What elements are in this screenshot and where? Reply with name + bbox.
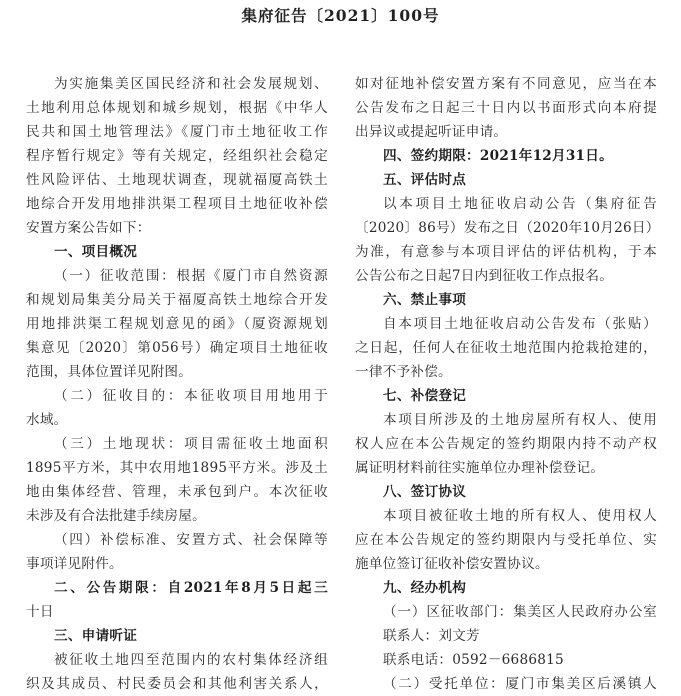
section-heading-signing-deadline: 四、签约期限：2021年12月31日。 <box>383 148 613 164</box>
section-heading-hearing: 三、申请听证 <box>54 628 138 644</box>
text-line: 和规划局集美分局关于福厦高铁土地综合开发 <box>26 292 328 308</box>
text-line: 本项目被征收土地的所有权人、使用权人 <box>383 508 657 524</box>
text-line: （二）征收目的：本征收项目用地用于 <box>54 388 328 404</box>
text-line: 被征收土地四至范围内的农村集体经济组 <box>54 652 328 668</box>
text-line: 集意见〔2020〕第056号）确定项目土地征收 <box>26 340 328 356</box>
notice-number-title: 集府征告〔2021〕100号 <box>241 6 440 25</box>
text-line: （二）受托单位：厦门市集美区后溪镇人 <box>383 676 657 692</box>
text-line: 水域。 <box>26 412 68 428</box>
text-line: 权人应在本公告规定的签约期限内持不动产权 <box>355 436 657 452</box>
text-line: 地综合开发用地排洪渠工程项目土地征收补偿 <box>26 196 328 212</box>
text-line: （一）区征收部门：集美区人民政府办公室 <box>383 604 657 620</box>
text-line: 地由集体经营、管理，未承包到户。本次征收 <box>26 484 328 500</box>
text-line: 为实施集美区国民经济和社会发展规划、 <box>54 76 328 92</box>
text-line: 为准，有意参与本项目评估的评估机构，于本 <box>355 244 657 260</box>
text-line: 安置方案公告如下： <box>26 220 151 236</box>
contact-phone: 联系电话：0592－6686815 <box>383 652 564 668</box>
text-line: 自本项目土地征收启动公告发布（张贴） <box>383 316 657 332</box>
section-heading-handling-agencies: 九、经办机构 <box>383 580 467 596</box>
section-heading-prohibitions: 六、禁止事项 <box>383 292 467 308</box>
text-line: 民共和国土地管理法》《厦门市土地征收工作 <box>26 124 328 140</box>
text-line: 土地利用总体规划和城乡规划，根据《中华人 <box>26 100 328 116</box>
section-heading-compensation-registration: 七、补偿登记 <box>383 388 467 404</box>
text-line: 属证明材料前往实施单位办理补偿登记。 <box>355 460 605 476</box>
text-line: 〔2020〕86号）发布之日（2020年10月26日） <box>355 220 660 236</box>
text-line: （四）补偿标准、安置方式、社会保障等 <box>54 532 328 548</box>
text-line: 用地排洪渠工程规划意见的函》（厦资源规划 <box>26 316 328 332</box>
text-line: 1895平方米，其中农用地1895平方米。涉及土 <box>26 460 328 476</box>
text-line: 织及其成员、村民委员会和其他利害关系人， <box>26 676 328 692</box>
text-line: 十日 <box>26 604 54 620</box>
text-line: 本项目所涉及的土地房屋所有权人、使用 <box>383 412 657 428</box>
text-line: （一）征收范围：根据《厦门市自然资源 <box>54 268 328 284</box>
section-heading-signing-agreement: 八、签订协议 <box>383 484 467 500</box>
text-line: 性风险评估、土地现状调查，现就福厦高铁土 <box>26 172 328 188</box>
section-heading-notice-period: 二、公告期限：自2021年8月5日起三 <box>54 580 328 596</box>
text-line: 事项详见附件。 <box>26 556 123 572</box>
text-line: 如对征地补偿安置方案有不同意见，应当在本 <box>355 76 657 92</box>
text-line: 未涉及有合法批建手续房屋。 <box>26 508 206 524</box>
text-line: 公告发布之日起三十日内以书面形式向本府提 <box>355 100 657 116</box>
text-line: 应在本公告规定的签约期限内与受托单位、实 <box>355 532 657 548</box>
section-heading-assessment-time: 五、评估时点 <box>383 172 467 188</box>
text-line: 以本项目土地征收启动公告（集府征告 <box>383 196 657 212</box>
text-line: 之日起，任何人在征收土地范围内抢栽抢建的， <box>355 340 657 356</box>
section-heading-project-overview: 一、项目概况 <box>54 244 138 260</box>
text-line: （三）土地现状：项目需征收土地面积 <box>54 436 328 452</box>
text-line: 出异议或提起听证申请。 <box>355 124 508 140</box>
text-line: 一律不予补偿。 <box>355 364 452 380</box>
text-line: 公告公布之日起7日内到征收工作点报名。 <box>355 268 614 284</box>
text-line: 施单位签订征收补偿安置协议。 <box>355 556 549 572</box>
text-line: 程序暂行规定》等有关规定，经组织社会稳定 <box>26 148 328 164</box>
text-line: 范围，具体位置详见附图。 <box>26 364 193 380</box>
contact-person: 联系人：刘文芳 <box>383 628 480 644</box>
